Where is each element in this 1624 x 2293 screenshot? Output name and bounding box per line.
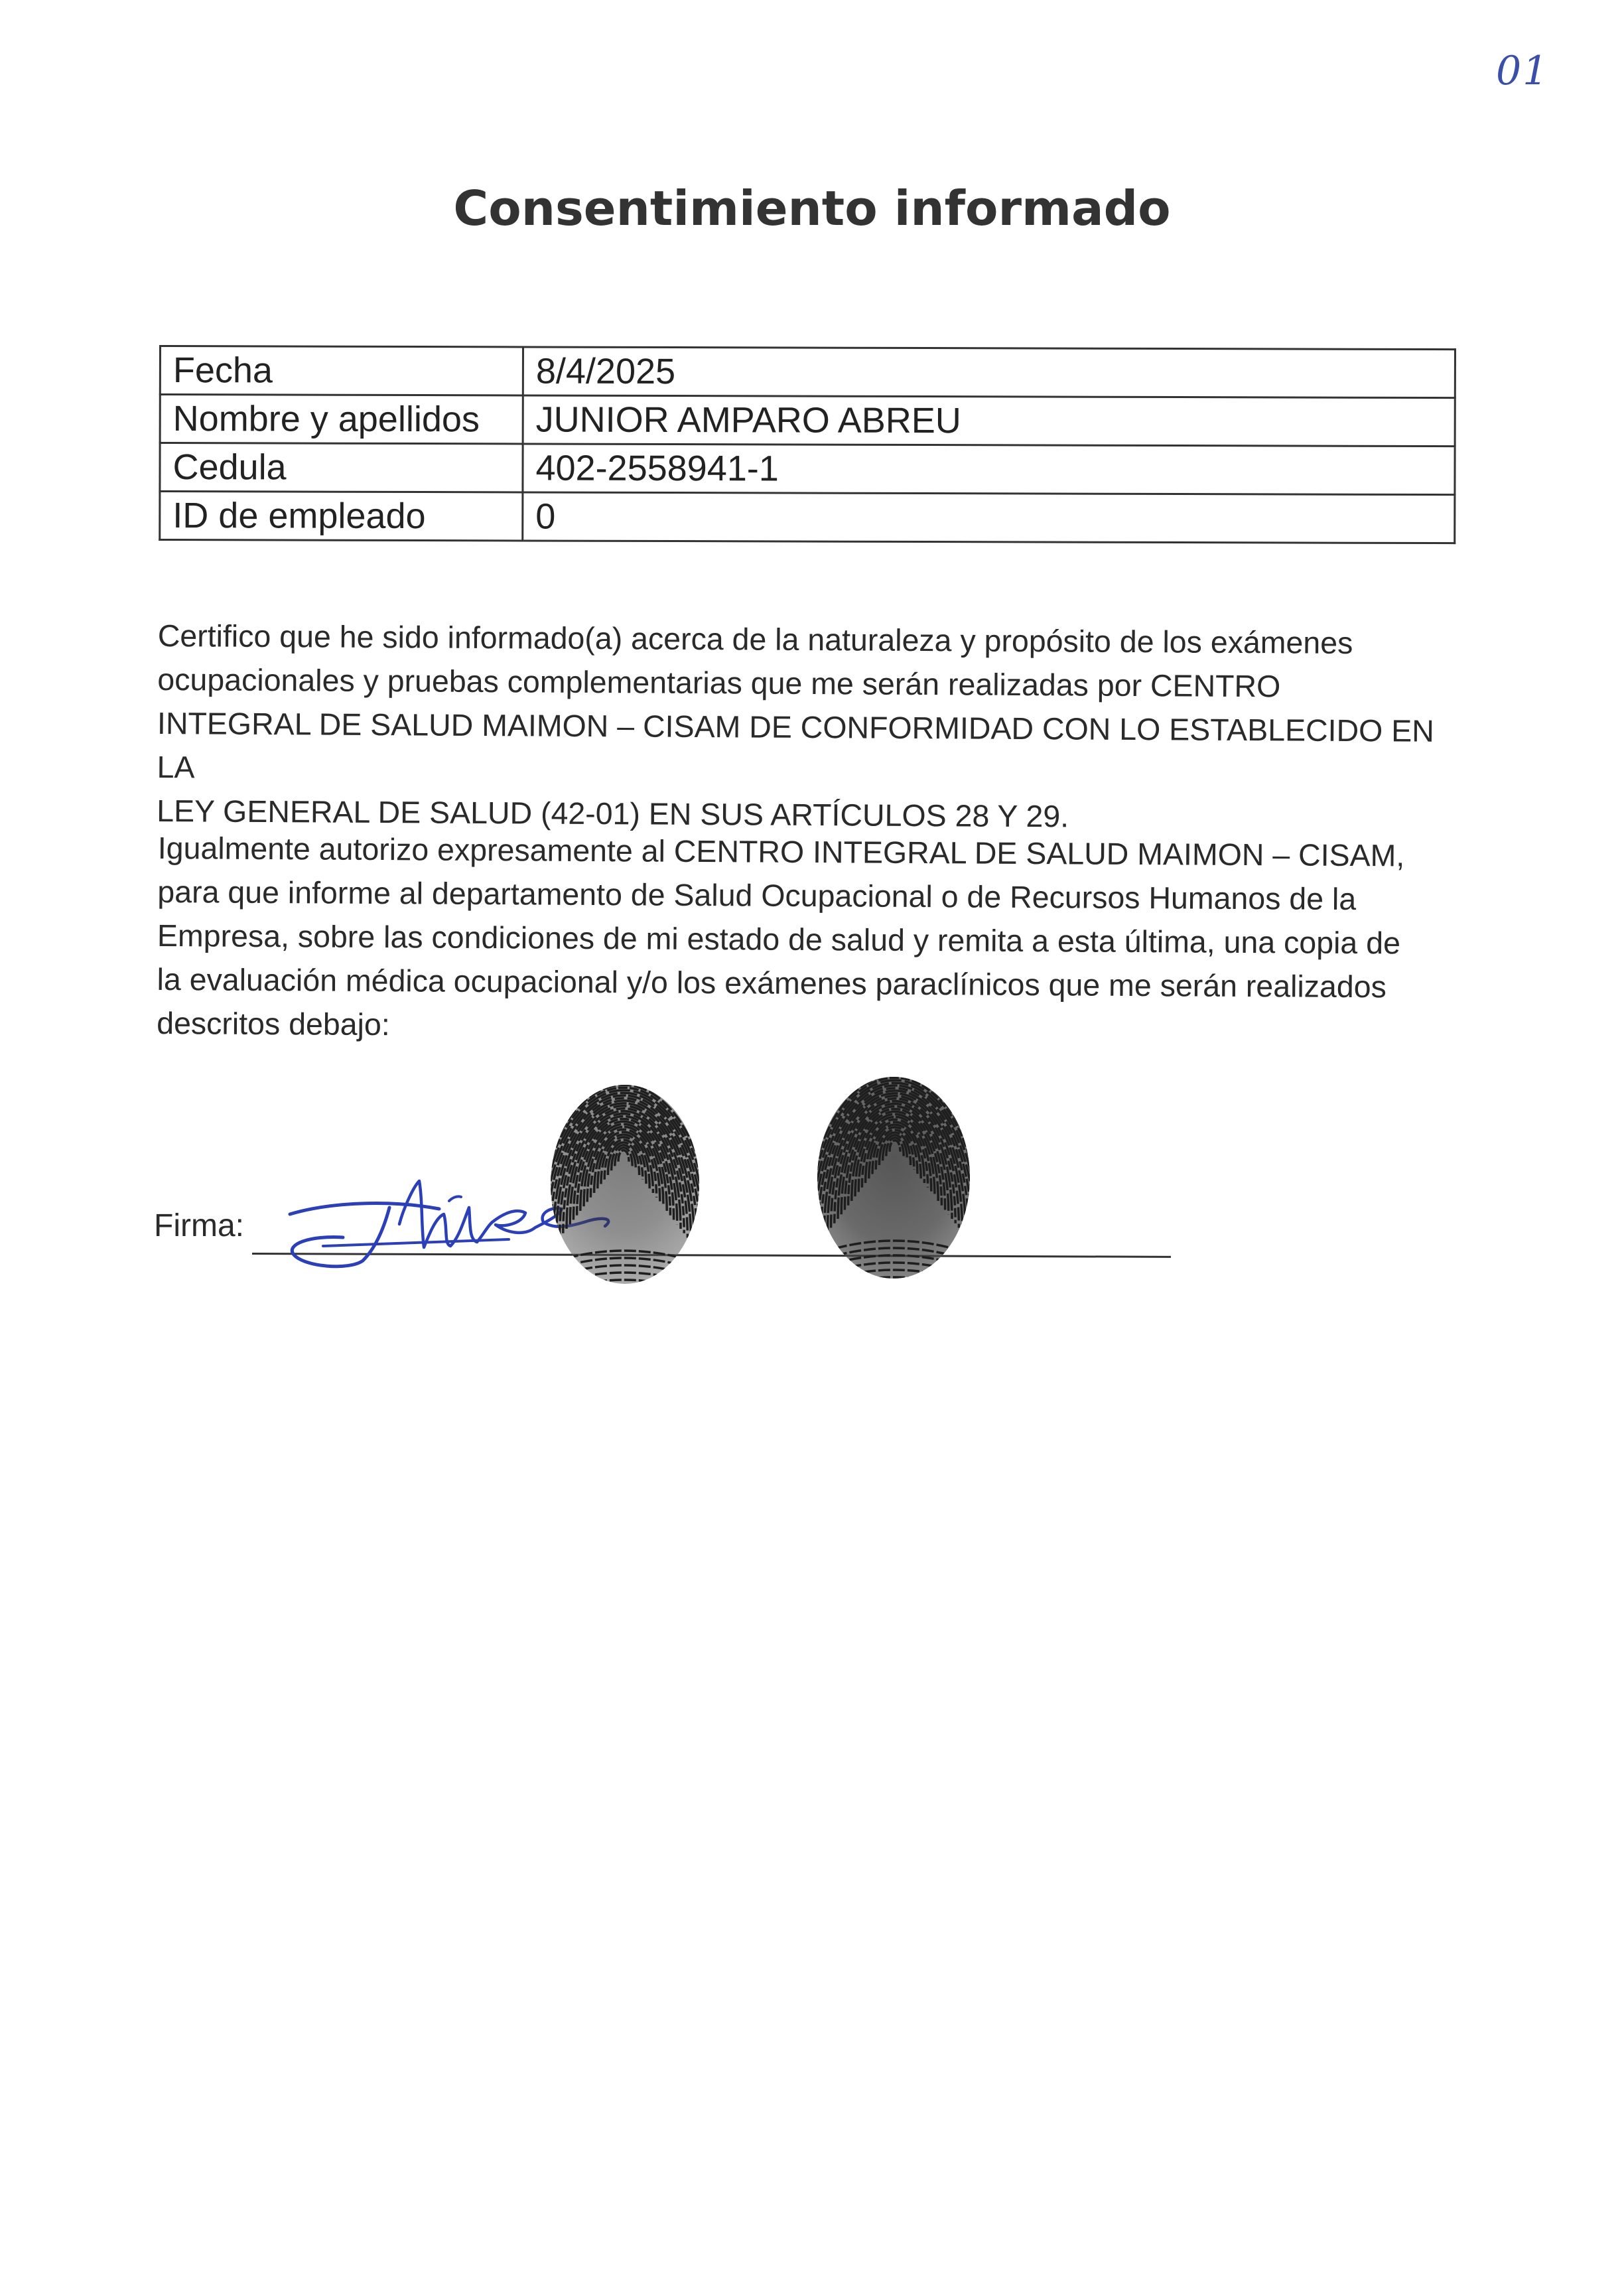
paragraph-line: Empresa, sobre las condiciones de mi estado de salud y remita a esta última, una copia de [157, 918, 1401, 961]
paragraph-line: para que informe al departamento de Salud Ocupacional o de Recursos Humanos de la [157, 874, 1357, 917]
fingerprint-ridge [807, 1277, 980, 1287]
table-row [160, 492, 1455, 543]
table-row [160, 346, 1455, 398]
paragraph-line: descritos debajo: [157, 1005, 390, 1042]
certification-paragraph [157, 614, 1478, 841]
employee-id-value: 0 [523, 492, 1455, 543]
page-number: 01 [1496, 48, 1550, 94]
table-row [160, 443, 1455, 495]
left-thumbprint-icon [539, 1075, 711, 1294]
signature-area [154, 1042, 1215, 1307]
document-title: Consentimiento informado [453, 180, 1171, 236]
nombre-value: JUNIOR AMPARO ABREU [523, 395, 1455, 447]
firma-label: Firma: [154, 1208, 244, 1243]
paragraph-line: Igualmente autorizo expresamente al CENTRO INTEGRAL DE SALUD MAIMON – CISAM, [157, 830, 1405, 873]
info-table [159, 345, 1456, 544]
authorization-paragraph [157, 826, 1478, 1053]
fecha-value: 8/4/2025 [523, 347, 1455, 398]
cedula-label: Cedula [160, 443, 523, 492]
cedula-value: 402-2558941-1 [523, 444, 1455, 495]
paragraph-line: INTEGRAL DE SALUD MAIMON – CISAM DE CONFORMIDAD CON LO ESTABLECIDO EN LA [157, 705, 1434, 785]
fecha-label: Fecha [160, 346, 523, 395]
paragraph-line: LEY GENERAL DE SALUD (42-01) EN SUS ARTÍCULOS 28 Y 29. [157, 793, 1069, 834]
right-thumbprint-icon [807, 1068, 980, 1287]
paragraph-line: la evaluación médica ocupacional y/o los exámenes paraclínicos que me serán realizados [157, 961, 1387, 1005]
fingerprint-ridge [807, 1285, 980, 1287]
paragraph-line: Certifico que he sido informado(a) acerca de la naturaleza y propósito de los exámenes [157, 618, 1353, 661]
employee-id-label: ID de empleado [160, 492, 523, 541]
nombre-label: Nombre y apellidos [160, 395, 523, 444]
table-row [160, 395, 1455, 447]
fingerprint-ridge [539, 1287, 711, 1294]
paragraph-line: ocupacionales y pruebas complementarias que me serán realizadas por CENTRO [157, 661, 1281, 704]
